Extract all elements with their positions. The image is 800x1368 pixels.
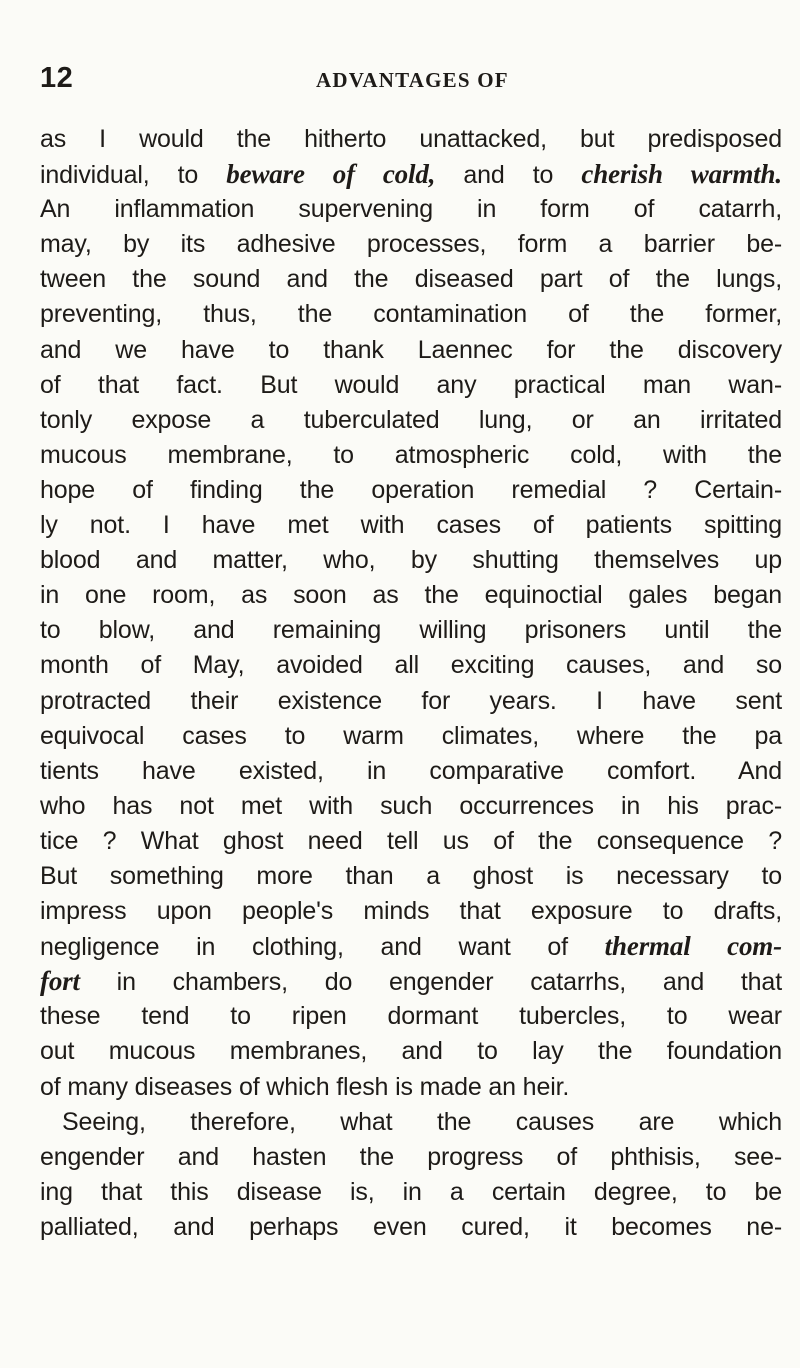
text-line	[40, 543, 782, 578]
body-text	[40, 122, 782, 1245]
text-run: negligence in clothing, and want of	[40, 933, 605, 962]
text-line	[40, 473, 782, 508]
text-run: But something more than a ghost is necessary to	[40, 861, 782, 890]
text-line	[40, 438, 782, 473]
text-line	[40, 333, 782, 368]
italic-text: thermal com-	[604, 931, 782, 962]
text-line	[40, 403, 782, 438]
text-run: tice ? What ghost need tell us of the consequence ?	[40, 826, 782, 855]
text-line	[40, 157, 782, 192]
text-line	[40, 1105, 782, 1140]
running-title: ADVANTAGES OF	[316, 68, 509, 92]
page-header	[40, 62, 775, 102]
text-run: of many diseases of which flesh is made an heir.	[40, 1072, 570, 1101]
text-run: ly not. I have met with cases of patients spitting	[40, 511, 782, 540]
text-run: equivocal cases to warm climates, where the pa	[40, 721, 782, 750]
text-run: of that fact. But would any practical man wan-	[40, 370, 782, 399]
text-run: may, by its adhesive processes, form a barrier be-	[40, 230, 782, 259]
text-run: individual, to	[40, 161, 227, 190]
text-line	[40, 508, 782, 543]
text-run: month of May, avoided all exciting causes, and so	[40, 651, 782, 680]
text-run: in chambers, do engender catarrhs, and that	[79, 968, 782, 997]
text-run: protracted their existence for years. I have sent	[40, 686, 782, 715]
text-line	[40, 789, 782, 824]
text-run: impress upon people's minds that exposure to drafts,	[40, 897, 782, 926]
text-run: tients have existed, in comparative comfort. And	[40, 756, 782, 785]
text-line	[40, 613, 782, 648]
text-run: An inflammation supervening in form of catarrh,	[40, 195, 782, 224]
text-run: Seeing, therefore, what the causes are which	[62, 1107, 782, 1136]
text-run: tween the sound and the diseased part of the lungs,	[40, 265, 782, 294]
page-number: 12	[40, 62, 74, 94]
text-run: and we have to thank Laennec for the discovery	[40, 335, 782, 364]
text-run: hope of finding the operation remedial ? Certain-	[40, 475, 782, 504]
text-line	[40, 929, 782, 964]
text-line	[40, 964, 782, 999]
text-line	[40, 262, 782, 297]
text-line	[40, 684, 782, 719]
text-line	[40, 192, 782, 227]
text-run: tonly expose a tuberculated lung, or an irritated	[40, 405, 782, 434]
text-line	[40, 648, 782, 683]
text-run: these tend to ripen dormant tubercles, to wear	[40, 1002, 782, 1031]
text-run: engender and hasten the progress of phthisis, see-	[40, 1142, 782, 1171]
text-run: blood and matter, who, by shutting themselves up	[40, 546, 782, 575]
text-line	[40, 1034, 782, 1069]
text-run: and to	[435, 161, 582, 190]
text-run: as I would the hitherto unattacked, but predisposed	[40, 125, 782, 153]
text-line	[40, 999, 782, 1034]
text-run: to blow, and remaining willing prisoners until the	[40, 616, 782, 645]
italic-text: fort	[40, 966, 80, 997]
text-run: mucous membrane, to atmospheric cold, with the	[40, 440, 782, 469]
text-line	[40, 894, 782, 929]
text-run: palliated, and perhaps even cured, it becomes ne-	[40, 1212, 782, 1241]
text-run: out mucous membranes, and to lay the foundation	[40, 1037, 782, 1066]
text-line	[40, 719, 782, 754]
text-line	[40, 1070, 782, 1105]
text-run: who has not met with such occurrences in his prac-	[40, 791, 782, 820]
text-line	[40, 1175, 782, 1210]
text-line	[40, 368, 782, 403]
text-run: preventing, thus, the contamination of the former,	[40, 300, 782, 329]
italic-text: cherish warmth.	[581, 159, 782, 190]
text-line	[40, 754, 782, 789]
italic-text: beware of cold,	[226, 159, 436, 190]
text-line	[40, 578, 782, 613]
text-line	[40, 824, 782, 859]
text-run: ing that this disease is, in a certain degree, to be	[40, 1177, 782, 1206]
text-line	[40, 227, 782, 262]
text-line	[40, 297, 782, 332]
text-line	[40, 1210, 782, 1245]
text-line	[40, 859, 782, 894]
text-line	[40, 1140, 782, 1175]
text-line	[40, 122, 782, 157]
text-run: in one room, as soon as the equinoctial gales began	[40, 581, 782, 610]
